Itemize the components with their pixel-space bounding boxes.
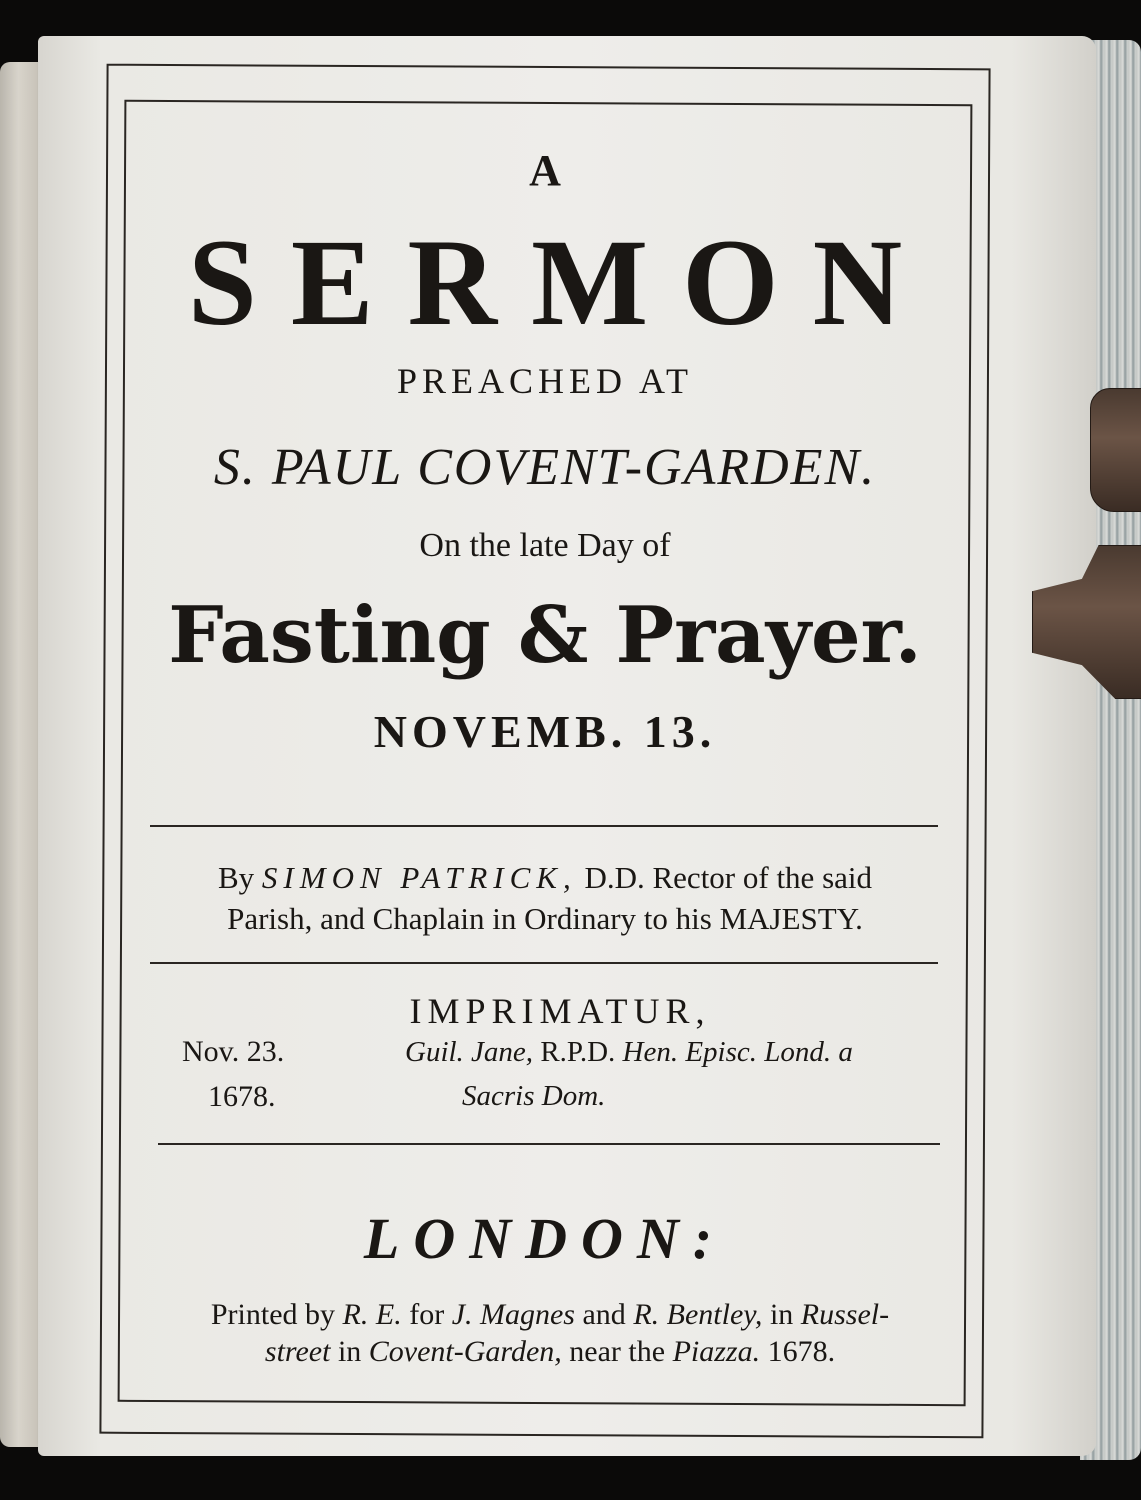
imprint-publisher-1: J. Magnes (451, 1298, 575, 1331)
imprint-near: near the (569, 1335, 666, 1368)
imprint-for: for (409, 1298, 445, 1331)
imprimatur-label: IMPRIMATUR, (409, 991, 711, 1031)
imprimatur-date-year: 1678. (208, 1080, 276, 1113)
licenser-office-line2: Sacris Dom. (462, 1080, 606, 1112)
main-title: SERMON (187, 214, 937, 351)
imprint (160, 1296, 940, 1370)
preached-at-line: PREACHED AT (396, 361, 694, 401)
imprint-printer: R. E. (342, 1298, 402, 1331)
author-credentials: D.D. Rector of the said (584, 860, 873, 895)
imprint-landmark: Piazza. (672, 1335, 761, 1368)
imprint-year: 1678. (767, 1335, 836, 1368)
licenser-name: Guil. Jane, (405, 1036, 534, 1068)
imprint-street-part-2: street (264, 1335, 331, 1368)
imprint-street-part-1: Russel- (800, 1298, 890, 1331)
byline-by: By (217, 860, 255, 895)
licenser-degree: R.P.D. (540, 1036, 616, 1068)
imprint-printed-by: Printed by (210, 1298, 336, 1331)
imprint-in: in (769, 1298, 794, 1331)
church-name: S. PAUL COVENT-GARDEN. (213, 439, 877, 496)
licenser-office: Hen. Episc. Lond. a (622, 1036, 853, 1068)
sermon-date: NOVEMB. 13. (373, 706, 717, 757)
licenser-line (405, 1036, 853, 1069)
author-name: SIMON PATRICK, (261, 860, 577, 895)
occasion-line: On the late Day of (419, 527, 671, 564)
title-article: A (529, 146, 561, 195)
rule-below-imprimatur (158, 1143, 940, 1145)
fasting-prayer-heading: Fasting & Prayer. (168, 590, 922, 681)
licenser-office-continued (462, 1080, 605, 1113)
byline (145, 857, 945, 939)
rule-above-byline (150, 825, 938, 827)
rule-above-imprimatur (150, 962, 938, 964)
book-clasp-upper (1090, 388, 1141, 512)
imprint-and: and (582, 1298, 626, 1331)
author-position: Parish, and Chaplain in Ordinary to his MAJESTY. (227, 901, 863, 936)
imprint-district: Covent-Garden, (368, 1335, 562, 1368)
imprimatur-date-day: Nov. 23. (182, 1035, 285, 1068)
imprint-in-2: in (337, 1335, 362, 1368)
imprint-city: LONDON: (363, 1206, 727, 1271)
imprint-publisher-2: R. Bentley, (633, 1298, 763, 1331)
